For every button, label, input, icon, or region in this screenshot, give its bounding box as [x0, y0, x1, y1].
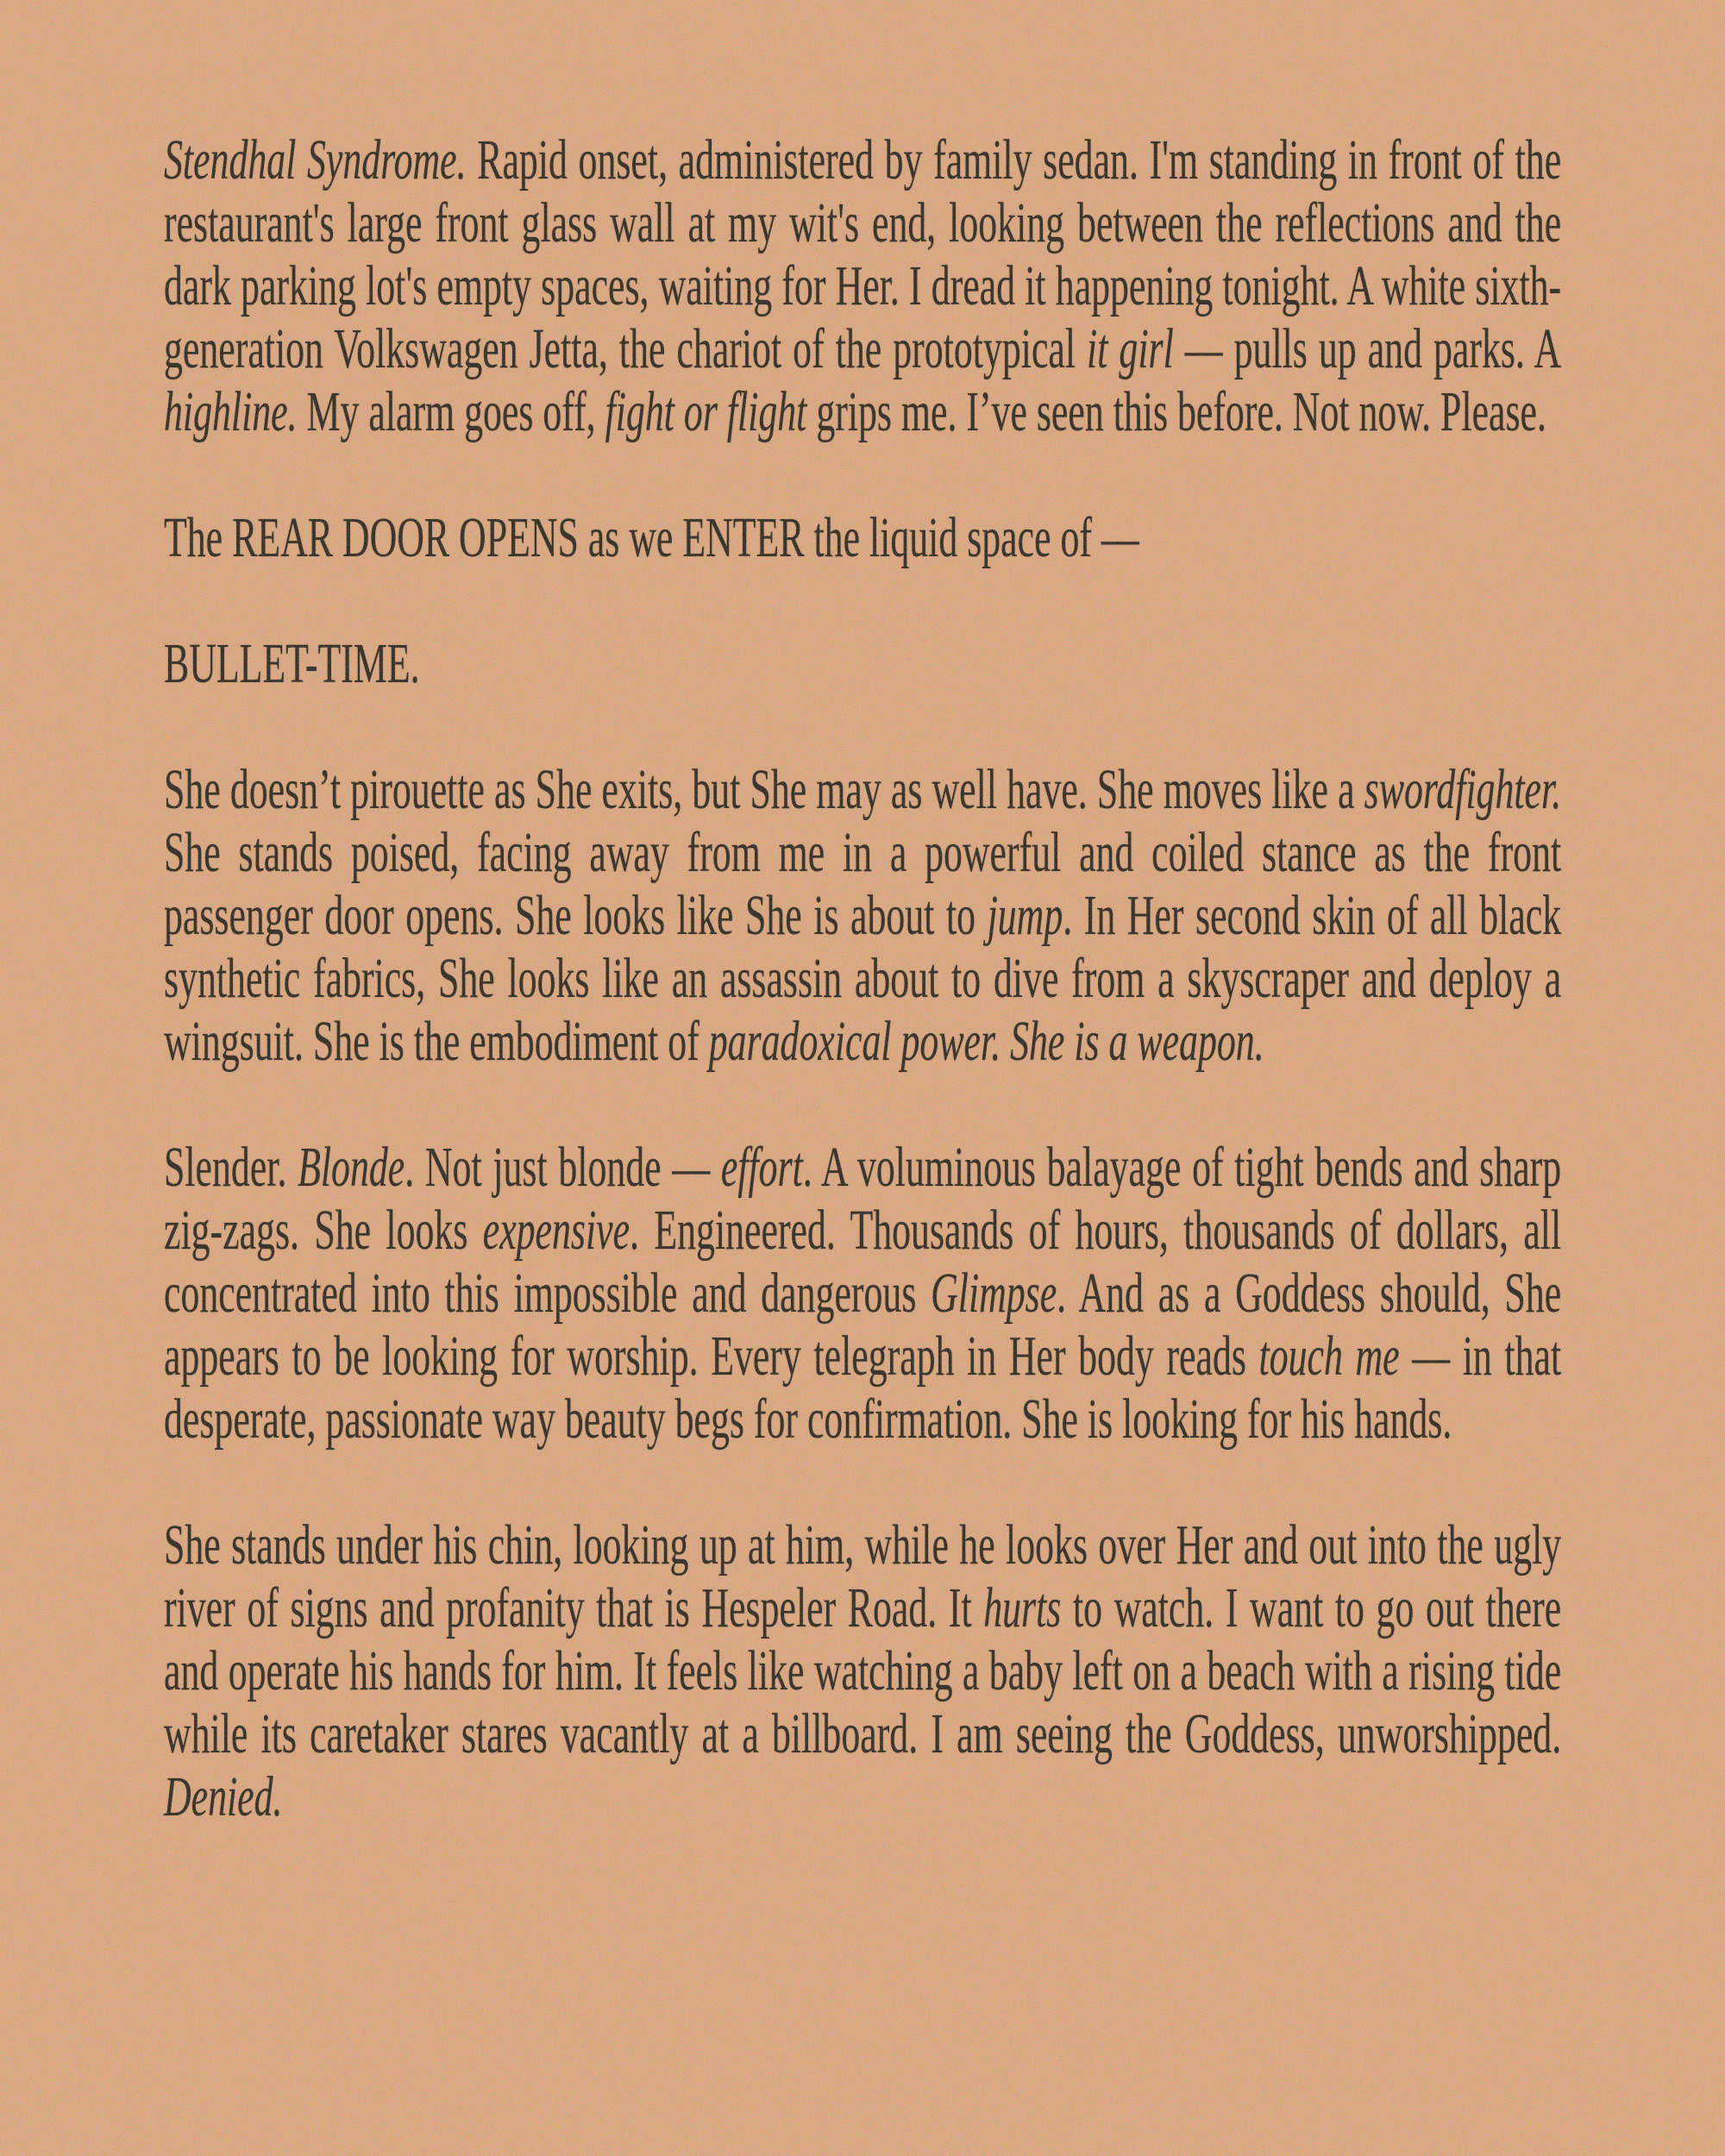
text-segment: . In Her second skin of all black synthetic fabrics, She looks like an assassin about to dive from a skyscraper and deploy a wingsuit. She is the embodiment of [164, 884, 1562, 1073]
text-segment: My alarm goes off, [297, 380, 605, 443]
italic-text-segment: expensive [482, 1199, 630, 1262]
paragraph-slender-blonde [164, 1136, 1561, 1451]
italic-text-segment: hurts [983, 1576, 1062, 1639]
paragraph-she-exits [164, 758, 1561, 1073]
text-segment: grips me. I’ve seen this before. Not now. Please. [806, 380, 1546, 443]
italic-text-segment: fight or flight [605, 380, 807, 443]
text-segment: to watch. I want to go out there and operate his hands for him. It feels like watching a baby left on a beach with a rising tide while its caretaker stares vacantly at a billboard. I am seeing the Goddess, unworshipped. [164, 1576, 1562, 1765]
italic-text-segment: paradoxical power. She is a weapon. [708, 1010, 1264, 1073]
text-block [164, 128, 1561, 1828]
text-segment: Rapid onset, administered by family sedan. I'm standing in front of the restaurant's large front glass wall at my wit's end, looking between the reflections and the dark parking lot's empty spaces, waiting for Her. I dread it happening tonight. A white sixth-generation Volkswagen Jetta, the chariot of the prototypical [164, 128, 1562, 380]
italic-text-segment: Stendhal Syndrome. [164, 128, 467, 191]
paragraph-bullet-time [164, 632, 1561, 695]
text-segment: She stands under his chin, looking up at him, while he looks over Her and out into the ugly river of signs and profanity that is Hespeler Road. It [164, 1514, 1562, 1639]
italic-text-segment: it girl [1087, 317, 1174, 380]
paragraph-under-his-chin [164, 1514, 1561, 1828]
text-segment: . And as a Goddess should, She appears to be looking for worship. Every telegraph in Her body reads [164, 1262, 1562, 1388]
italic-text-segment: touch me [1258, 1325, 1400, 1388]
italic-text-segment: jump [987, 884, 1063, 947]
text-segment: She stands poised, facing away from me in a powerful and coiled stance as the front passenger door opens. She looks like She is about to [164, 821, 1562, 947]
italic-text-segment: Denied. [164, 1765, 283, 1828]
text-segment: . Engineered. Thousands of hours, thousands of dollars, all concentrated into this impossible and dangerous [164, 1199, 1562, 1325]
text-segment: The REAR DOOR OPENS as we ENTER the liquid space of — [164, 506, 1139, 569]
paragraph-stendhal-syndrome [164, 128, 1561, 443]
paragraph-rear-door [164, 506, 1561, 569]
italic-text-segment: swordfighter. [1364, 758, 1562, 821]
text-segment: . Not just blonde — [405, 1136, 721, 1199]
italic-text-segment: effort [720, 1136, 803, 1199]
text-segment: BULLET-TIME. [164, 632, 420, 695]
italic-text-segment: Blonde [298, 1136, 405, 1199]
italic-text-segment: highline. [164, 380, 298, 443]
italic-text-segment: Glimpse [931, 1262, 1057, 1325]
text-segment: — in that desperate, passionate way beauty begs for confirmation. She is looking for his hands. [164, 1325, 1562, 1451]
text-segment: — pulls up and parks. A [1173, 317, 1562, 380]
text-segment: Slender. [164, 1136, 298, 1199]
text-segment: She doesn’t pirouette as She exits, but She may as well have. She moves like a [164, 758, 1364, 821]
text-segment: . A voluminous balayage of tight bends and sharp zig-zags. She looks [164, 1136, 1562, 1262]
